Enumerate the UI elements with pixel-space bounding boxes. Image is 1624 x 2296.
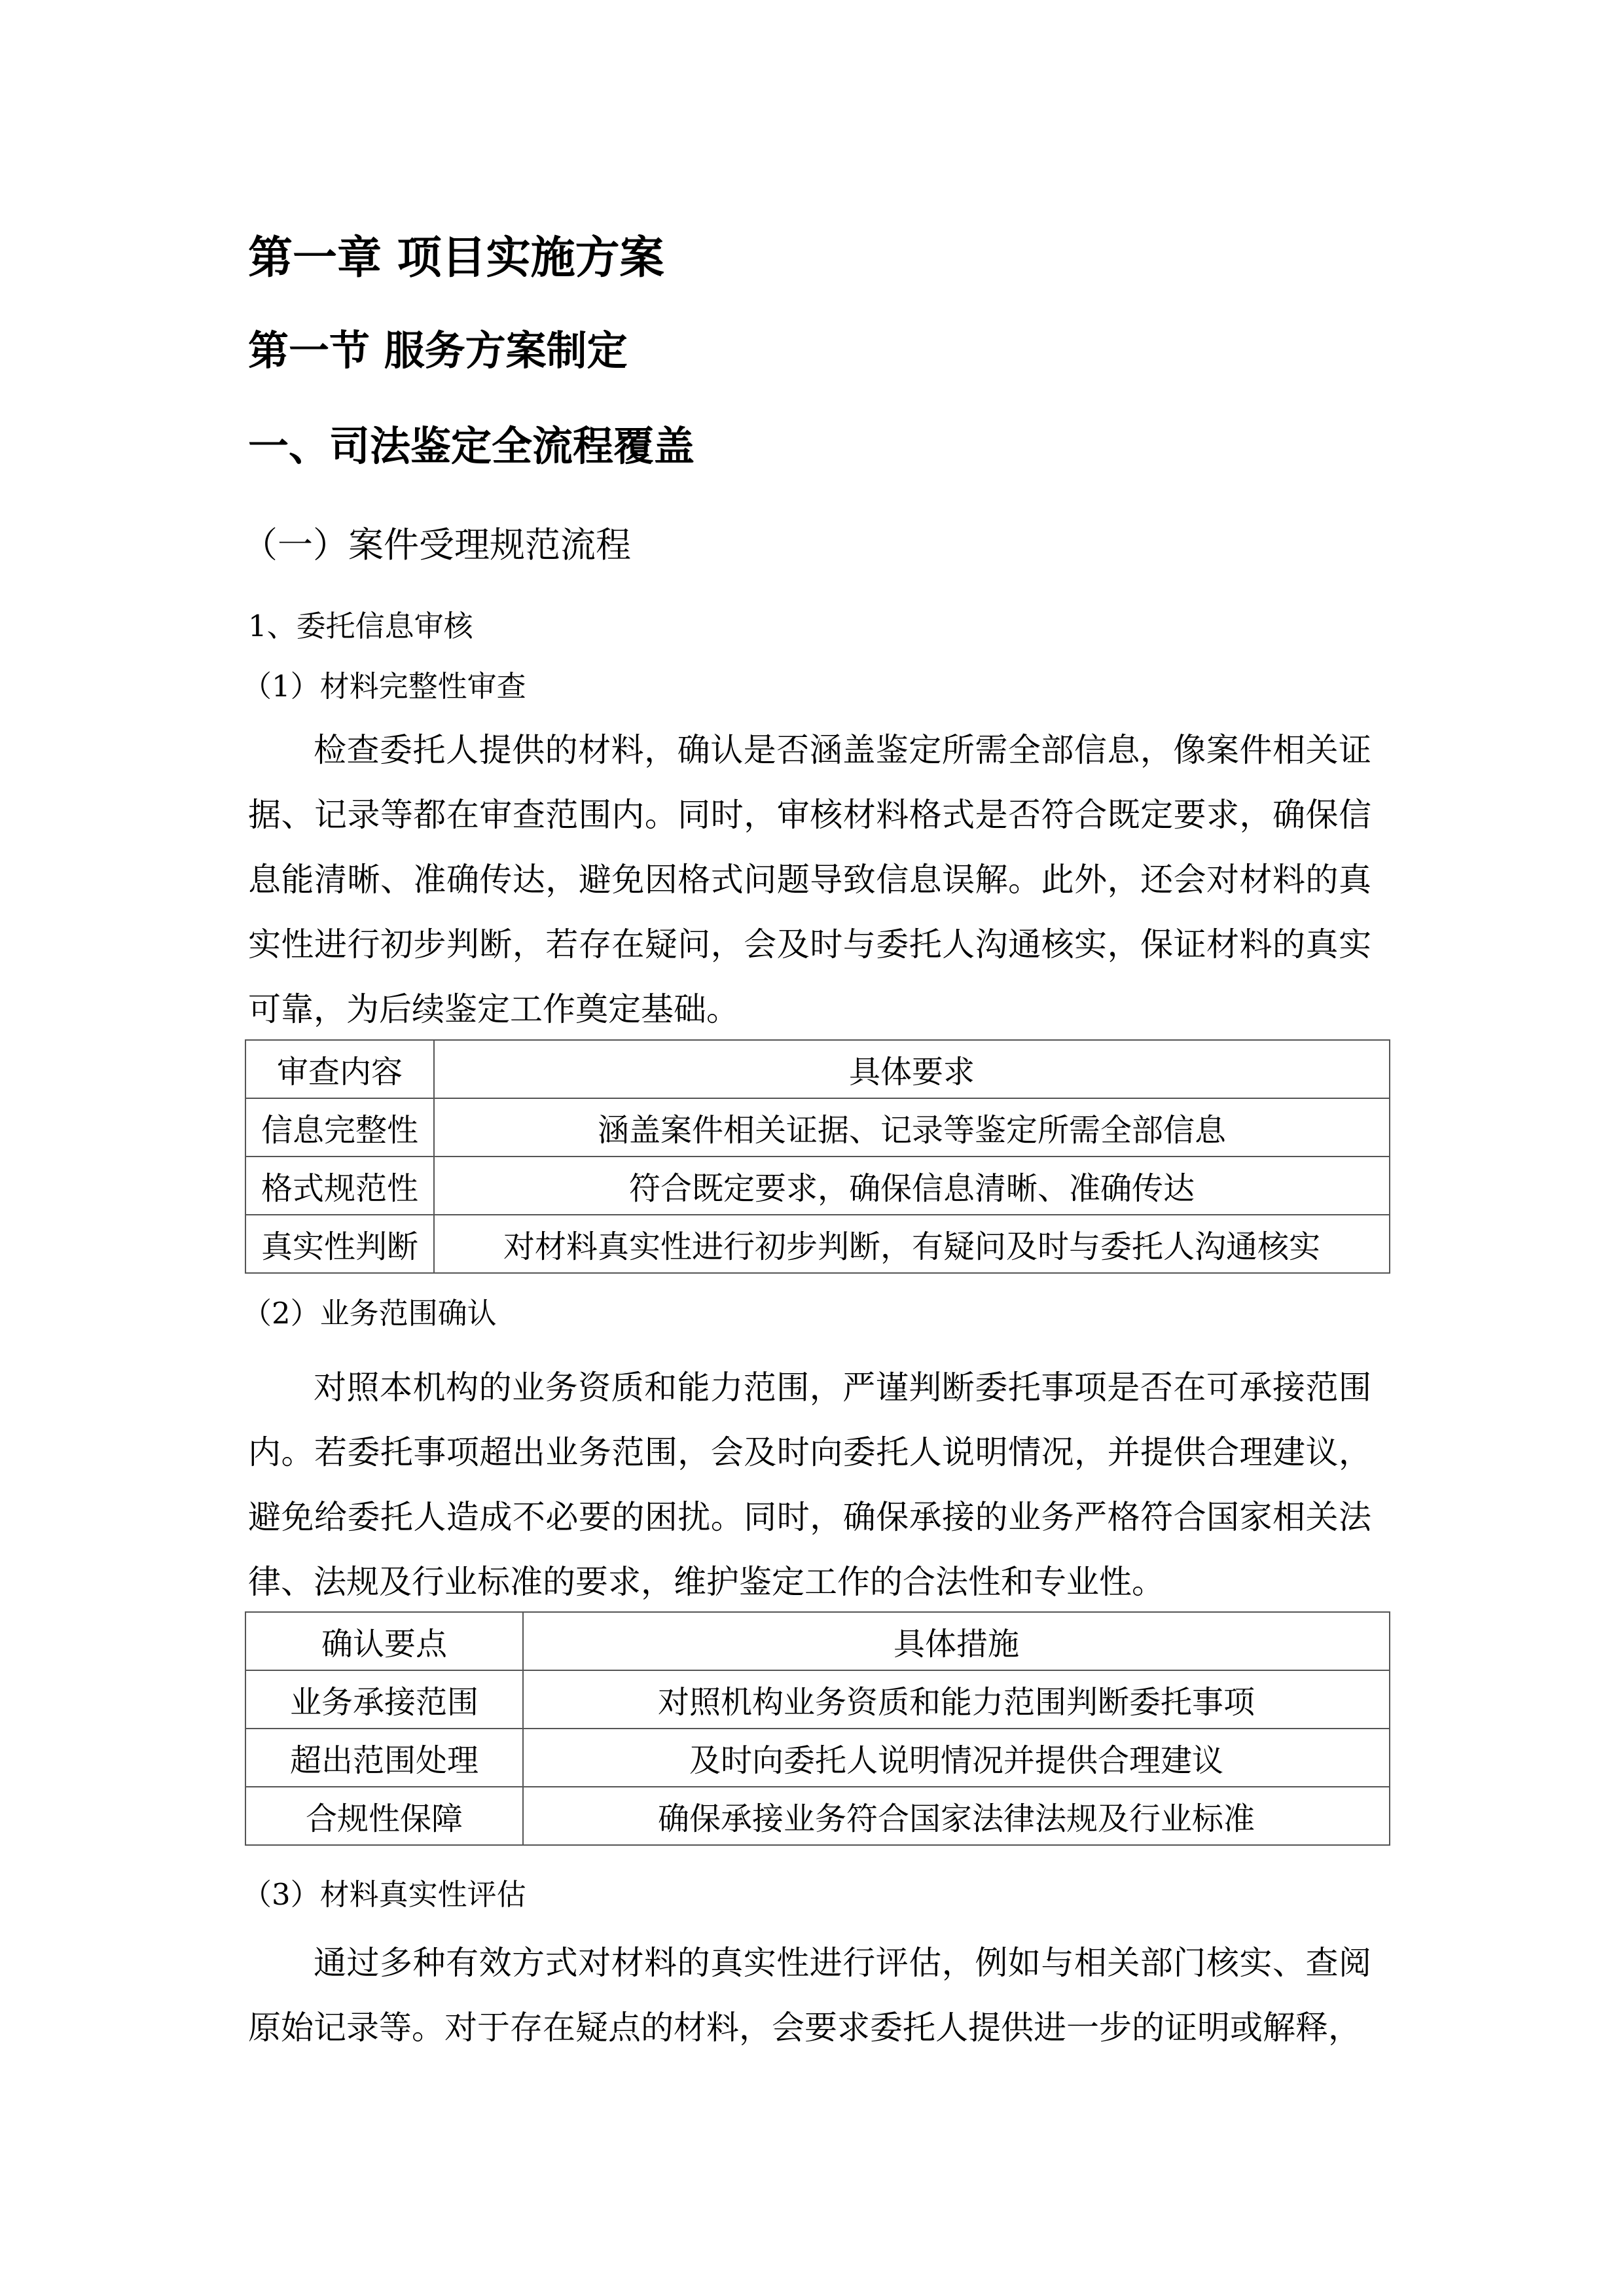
- table-cell: 合规性保障: [245, 1787, 523, 1845]
- table-cell: 对材料真实性进行初步判断，有疑问及时与委托人沟通核实: [434, 1215, 1390, 1273]
- table-cell: 符合既定要求，确保信息清晰、准确传达: [434, 1157, 1390, 1215]
- table-cell: 对照机构业务资质和能力范围判断委托事项: [523, 1670, 1390, 1729]
- table-cell: 涵盖案件相关证据、记录等鉴定所需全部信息: [434, 1098, 1390, 1157]
- table-row: [245, 1787, 1390, 1845]
- sub1-paragraph: 检查委托人提供的材料，确认是否涵盖鉴定所需全部信息，像案件相关证据、记录等都在审查范围内。同时，审核材料格式是否符合既定要求，确保信息能清晰、准确传达，避免因格式问题导致信息误解。此外，还会对材料的真实性进行初步判断，若存在疑问，会及时与委托人沟通核实，保证材料的真实可靠，为后续鉴定工作奠定基础。: [248, 731, 1371, 1028]
- table-header: 审查内容: [245, 1040, 434, 1098]
- table-cell: 超出范围处理: [245, 1729, 523, 1787]
- table-header: 具体要求: [434, 1040, 1390, 1098]
- sub3-paragraph: 通过多种有效方式对材料的真实性进行评估，例如与相关部门核实、查阅原始记录等。对于存在疑点的材料，会要求委托人提供进一步的证明或解释，: [248, 1944, 1371, 2047]
- table-cell: 真实性判断: [245, 1215, 434, 1273]
- table-cell: 及时向委托人说明情况并提供合理建议: [523, 1729, 1390, 1787]
- table-cell: 信息完整性: [245, 1098, 434, 1157]
- table-row: [245, 1098, 1390, 1157]
- scope-table: [245, 1611, 1390, 1846]
- table-row: [245, 1157, 1390, 1215]
- sub3-title: （3）材料真实性评估: [242, 1877, 526, 1912]
- review-table: [245, 1039, 1390, 1274]
- table-header: 确认要点: [245, 1612, 523, 1670]
- item-title: 1、委托信息审核: [248, 609, 473, 643]
- table-header-row: [245, 1612, 1390, 1670]
- table-header-row: [245, 1040, 1390, 1098]
- chapter-title: 第一章 项目实施方案: [248, 232, 664, 284]
- section-title: 第一节 服务方案制定: [248, 327, 628, 374]
- sub2-title: （2）业务范围确认: [242, 1296, 497, 1331]
- part-title: 一、司法鉴定全流程覆盖: [248, 422, 695, 470]
- table-row: [245, 1729, 1390, 1787]
- table-header: 具体措施: [523, 1612, 1390, 1670]
- table-cell: 业务承接范围: [245, 1670, 523, 1729]
- subpart-title: （一）案件受理规范流程: [242, 524, 631, 565]
- table-cell: 格式规范性: [245, 1157, 434, 1215]
- sub1-title: （1）材料完整性审查: [242, 669, 526, 704]
- table-row: [245, 1215, 1390, 1273]
- table-cell: 确保承接业务符合国家法律法规及行业标准: [523, 1787, 1390, 1845]
- sub2-paragraph: 对照本机构的业务资质和能力范围，严谨判断委托事项是否在可承接范围内。若委托事项超出业务范围，会及时向委托人说明情况，并提供合理建议，避免给委托人造成不必要的困扰。同时，确保承接的业务严格符合国家相关法律、法规及行业标准的要求，维护鉴定工作的合法性和专业性。: [248, 1369, 1371, 1601]
- table-row: [245, 1670, 1390, 1729]
